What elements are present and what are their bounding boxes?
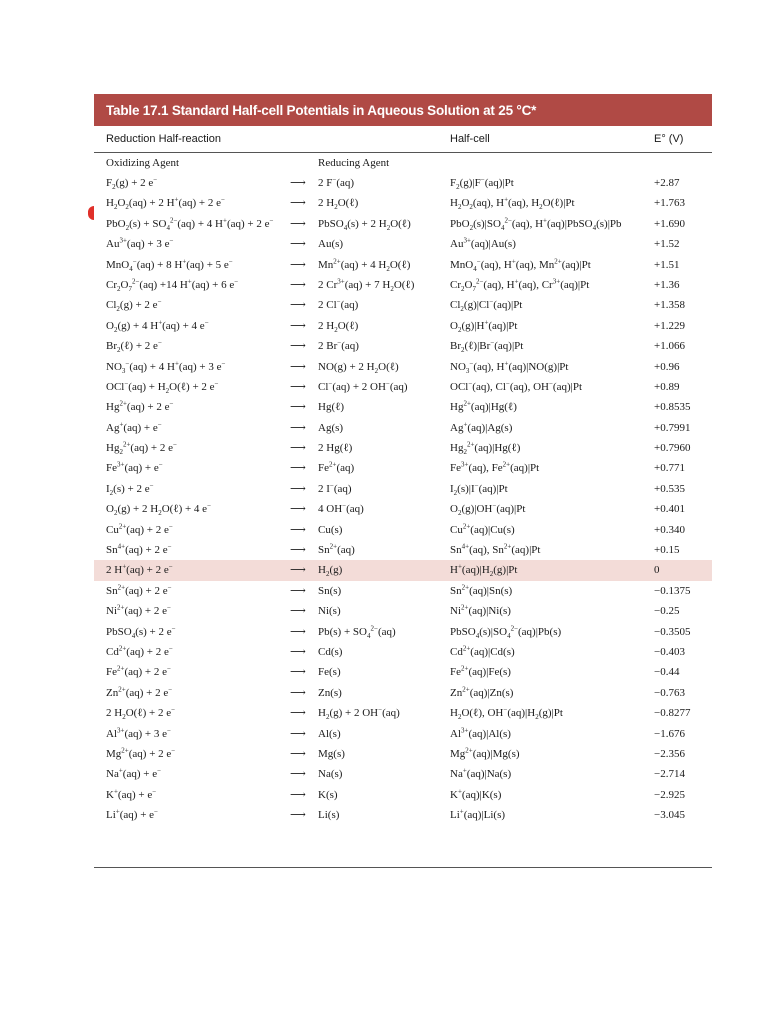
arrow-icon: ⟶: [290, 605, 306, 618]
arrow-icon: ⟶: [290, 197, 306, 210]
arrow-icon: ⟶: [290, 360, 306, 373]
table-row: [94, 805, 712, 825]
reducing-agent-cell: $Mn^{2+}(aq) + 4$ $H_2O(\ell)$: [318, 256, 411, 273]
reducing-agent-cell: 2 $H_2O(\ell)$: [318, 197, 359, 212]
reducing-agent-cell: 4 OH−(aq): [318, 501, 364, 516]
potential-value: −0.25: [654, 605, 680, 618]
potentials-table: [94, 94, 712, 868]
potential-value: +1.690: [654, 217, 685, 230]
arrow-icon: ⟶: [290, 768, 306, 781]
reducing-agent-cell: Hg(ℓ): [318, 401, 345, 414]
reducing-agent-cell: Au(s): [318, 238, 344, 251]
reducing-agent-cell: Al(s): [318, 727, 341, 740]
half-cell-notation: $Sn^{4+}(aq)$, $Sn^{2+}(aq)|Pt$: [450, 542, 541, 557]
arrow-icon: ⟶: [290, 686, 306, 699]
reducing-agent-cell: Fe(s): [318, 666, 341, 679]
oxidizing-agent-cell: $Cd^{2+}(aq) + 2$ e−: [106, 644, 173, 658]
table-row: [94, 438, 712, 458]
table-row: [94, 377, 712, 397]
half-cell-notation: $H^+(aq)|H_2(g)|Pt$: [450, 562, 518, 579]
potential-value: −2.356: [654, 747, 685, 760]
table-row: [94, 418, 712, 438]
subheader-reducing: Reducing Agent: [318, 157, 390, 169]
oxidizing-agent-cell: $H_2O_2(aq) + 2$ H+(aq) + 2 e−: [106, 195, 225, 212]
half-cell-notation: $Br_2(\ell)|Br^-(aq)|Pt$: [450, 338, 524, 355]
arrow-icon: ⟶: [290, 584, 306, 597]
half-cell-notation: $Ni^{2+}(aq)|Ni(s)$: [450, 603, 511, 618]
potential-value: +0.771: [654, 462, 685, 475]
oxidizing-agent-cell: $Zn^{2+}(aq) + 2$ e−: [106, 685, 173, 699]
potential-value: −3.045: [654, 809, 685, 822]
potential-value: +0.89: [654, 380, 680, 393]
oxidizing-agent-cell: PbSO$_4$(s) + 2 e−: [106, 623, 176, 640]
potential-value: +1.52: [654, 238, 680, 251]
reducing-agent-cell: 2 $Cr^{3+}(aq) + 7$ $H_2O(\ell)$: [318, 277, 415, 294]
potential-value: +1.763: [654, 197, 685, 210]
arrow-icon: ⟶: [290, 666, 306, 679]
half-cell-notation: Li+(aq)|Li(s): [450, 807, 506, 822]
reducing-agent-cell: 2 I−(aq): [318, 481, 352, 495]
table-row: [94, 785, 712, 805]
potential-value: +0.15: [654, 544, 680, 557]
arrow-icon: ⟶: [290, 523, 306, 536]
half-cell-notation: $NO_3^-(aq)$, H+(aq)|NO(g)|Pt: [450, 358, 569, 375]
header-reaction: Reduction Half-reaction: [106, 133, 221, 145]
table-row: [94, 540, 712, 560]
reducing-agent-cell: Mg(s): [318, 747, 345, 760]
reducing-agent-cell: Zn(s): [318, 686, 342, 699]
oxidizing-agent-cell: K+(aq) + e−: [106, 787, 157, 801]
potential-value: +0.8535: [654, 401, 691, 414]
reducing-agent-cell: Cl−(aq) + 2 OH−(aq): [318, 379, 408, 393]
reducing-agent-cell: $Fe^{2+}(aq)$: [318, 460, 355, 475]
arrow-icon: ⟶: [290, 442, 306, 455]
oxidizing-agent-cell: $Al^{3+}(aq) + 3$ e−: [106, 725, 171, 740]
potential-value: +0.7991: [654, 421, 691, 434]
oxidizing-agent-cell: $I_2(s) + 2$ e−: [106, 481, 154, 498]
half-cell-notation: K+(aq)|K(s): [450, 787, 502, 801]
table-row: [94, 764, 712, 784]
oxidizing-agent-cell: 2 $H_2O(\ell) + 2$ e−: [106, 705, 176, 722]
potential-value: +1.229: [654, 319, 685, 332]
reducing-agent-cell: Na(s): [318, 768, 343, 781]
half-cell-notation: OCl−(aq), Cl−(aq), OH−(aq)|Pt: [450, 379, 583, 393]
reducing-agent-cell: Ni(s): [318, 605, 341, 618]
half-cell-notation: $I_2(s)|I^-(aq)|Pt$: [450, 481, 508, 498]
potential-value: −0.8277: [654, 707, 691, 720]
oxidizing-agent-cell: $Hg^{2+}(aq) + 2$ e−: [106, 399, 174, 414]
table-row: [94, 275, 712, 295]
half-cell-notation: $Fe^{2+}(aq)|Fe(s)$: [450, 664, 511, 679]
potential-value: +1.066: [654, 340, 685, 353]
subheader-oxidizing: Oxidizing Agent: [106, 157, 180, 169]
arrow-icon: ⟶: [290, 278, 306, 291]
table-row: [94, 255, 712, 275]
table-row: [94, 234, 712, 254]
oxidizing-agent-cell: Ag+(aq) + e−: [106, 420, 162, 434]
arrow-icon: ⟶: [290, 299, 306, 312]
arrow-icon: ⟶: [290, 747, 306, 760]
potential-value: −0.1375: [654, 584, 691, 597]
arrow-icon: ⟶: [290, 727, 306, 740]
table-title: Table 17.1 Standard Half-cell Potentials in Aqueous Solution at 25 °C*: [94, 94, 712, 126]
potential-value: −0.763: [654, 686, 685, 699]
table-row: [94, 295, 712, 315]
half-cell-notation: $Fe^{3+}(aq)$, $Fe^{2+}(aq)|Pt$: [450, 460, 540, 475]
half-cell-notation: $PbSO_4(s)|SO_4^{2-}(aq)|Pb(s)$: [450, 623, 562, 640]
oxidizing-agent-cell: $O_2(g) + 4$ H+(aq) + 4 e−: [106, 318, 209, 334]
oxidizing-agent-cell: $F_2(g) + 2$ e−: [106, 175, 158, 192]
half-cell-notation: $Hg_2^{2+}(aq)|Hg(\ell)$: [450, 440, 521, 457]
arrow-icon: ⟶: [290, 421, 306, 434]
arrow-icon: ⟶: [290, 217, 306, 230]
oxidizing-agent-cell: $O_2(g) + 2$ $H_2O(\ell) + 4$ e−: [106, 501, 212, 518]
half-cell-notation: $F_2(g)|F^-(aq)|Pt$: [450, 175, 514, 192]
reducing-agent-cell: NO(g) + 2 $H_2O(\ell)$: [318, 360, 399, 375]
reducing-agent-cell: $H_2(g) + 2$ OH−(aq): [318, 705, 400, 722]
potential-value: +0.401: [654, 503, 685, 516]
potential-value: +2.87: [654, 177, 680, 189]
arrow-icon: ⟶: [290, 544, 306, 557]
potential-value: +0.340: [654, 523, 685, 536]
half-cell-notation: Ag+(aq)|Ag(s): [450, 420, 513, 434]
reducing-agent-cell: Sn(s): [318, 584, 342, 597]
table-row: [94, 173, 712, 193]
arrow-icon: ⟶: [290, 177, 306, 189]
oxidizing-agent-cell: $Au^{3+}(aq) + 3$ e−: [106, 236, 174, 251]
table-row: [94, 601, 712, 621]
oxidizing-agent-cell: $Fe^{3+}(aq) + e^-$: [106, 460, 163, 475]
half-cell-notation: Na+(aq)|Na(s): [450, 766, 512, 781]
oxidizing-agent-cell: $NO_3^-(aq) + 4$ H+(aq) + 3 e−: [106, 358, 226, 375]
potential-value: 0: [654, 564, 660, 577]
table-row: [94, 479, 712, 499]
oxidizing-agent-cell: $Fe^{2+}(aq) + 2$ e−: [106, 664, 171, 679]
arrow-icon: ⟶: [290, 625, 306, 638]
table-row: [94, 662, 712, 682]
half-cell-notation: $Zn^{2+}(aq)|Zn(s)$: [450, 685, 514, 699]
header-potential: E° (V): [654, 133, 684, 145]
arrow-icon: ⟶: [290, 401, 306, 414]
half-cell-notation: $O_2(g)|H^+(aq)|Pt$: [450, 318, 518, 334]
table-row: [94, 193, 712, 213]
table-row: [94, 316, 712, 336]
oxidizing-agent-cell: $Hg_2^{2+}(aq) + 2$ e−: [106, 440, 177, 457]
table-row: [94, 744, 712, 764]
potential-value: −0.3505: [654, 625, 691, 638]
reducing-agent-cell: 2 Cl−(aq): [318, 297, 359, 312]
half-cell-notation: $H_2O(\ell)$, $OH^-(aq)|H_2(g)|Pt$: [450, 705, 563, 722]
oxidizing-agent-cell: $Cu^{2+}(aq) + 2$ e−: [106, 521, 173, 536]
oxidizing-agent-cell: $OCl^-(aq) + H_2O(\ell) + 2$ e−: [106, 379, 219, 396]
oxidizing-agent-cell: $Cl_2(g) + 2$ e−: [106, 297, 162, 314]
half-cell-notation: $Sn^{2+}(aq)|Sn(s)$: [450, 583, 513, 597]
table-row: [94, 683, 712, 703]
table-body: [94, 173, 712, 826]
potential-value: −1.676: [654, 727, 685, 740]
reducing-agent-cell: $Sn^{2+}(aq)$: [318, 542, 355, 557]
reducing-agent-cell: Ag(s): [318, 421, 344, 434]
oxidizing-agent-cell: 2 H+(aq) + 2 e−: [106, 562, 173, 577]
oxidizing-agent-cell: Li+(aq) + e−: [106, 807, 158, 822]
arrow-icon: ⟶: [290, 258, 306, 271]
arrow-icon: ⟶: [290, 319, 306, 332]
reducing-agent-cell: PbSO$_4$(s) + 2 $H_2O(\ell)$: [318, 217, 411, 232]
potential-value: +0.7960: [654, 442, 691, 455]
potential-value: +0.96: [654, 360, 680, 373]
arrow-icon: ⟶: [290, 809, 306, 822]
arrow-icon: ⟶: [290, 564, 306, 577]
potential-value: +1.358: [654, 299, 685, 312]
reducing-agent-cell: $Pb(s) + SO_4^{2-}(aq)$: [318, 623, 396, 640]
potential-value: −2.714: [654, 768, 685, 781]
arrow-icon: ⟶: [290, 788, 306, 801]
half-cell-notation: $Cd^{2+}(aq)|Cd(s)$: [450, 644, 515, 658]
oxidizing-agent-cell: $Sn^{2+}(aq) + 2$ e−: [106, 583, 172, 597]
table-row: [94, 703, 712, 723]
half-cell-notation: $Cu^{2+}(aq)|Cu(s)$: [450, 521, 515, 536]
reducing-agent-cell: 2 $H_2O(\ell)$: [318, 319, 359, 334]
arrow-icon: ⟶: [290, 380, 306, 393]
column-headers: [94, 126, 712, 153]
half-cell-notation: $Cr_2O_7^{2-}(aq)$, H+(aq), $Cr^{3+}(aq)|Pt$: [450, 277, 590, 294]
table-row: [94, 724, 712, 744]
half-cell-notation: $Cl_2(g)|Cl^-(aq)|Pt$: [450, 297, 523, 314]
potential-value: +1.51: [654, 258, 680, 271]
arrow-icon: ⟶: [290, 482, 306, 495]
oxidizing-agent-cell: $Mg^{2+}(aq) + 2$ e−: [106, 746, 176, 760]
half-cell-notation: $Al^{3+}(aq)|Al(s)$: [450, 725, 511, 740]
table-row: [94, 520, 712, 540]
table-row: [94, 336, 712, 356]
table-row: [94, 397, 712, 417]
oxidizing-agent-cell: $PbO_2(s) + SO_4^{2-}(aq) + 4$ H+(aq) + 2 e−: [106, 216, 274, 232]
table-row: [94, 458, 712, 478]
half-cell-notation: $H_2O_2(aq)$, H+(aq), $H_2O(\ell)|Pt$: [450, 195, 575, 212]
reducing-agent-cell: 2 F−(aq): [318, 175, 355, 189]
table-row: [94, 581, 712, 601]
half-cell-notation: $O_2(g)|OH^-(aq)|Pt$: [450, 501, 526, 518]
half-cell-notation: $PbO_2(s)|SO_4^{2-}(aq)$, H+(aq)|PbSO$_4$(s)|Pb: [450, 216, 622, 232]
header-half-cell: Half-cell: [450, 133, 490, 145]
table-row: [94, 214, 712, 234]
sub-headers: [94, 153, 712, 173]
potential-value: −2.925: [654, 788, 685, 801]
table-row: [94, 357, 712, 377]
reducing-agent-cell: 2 Hg(ℓ): [318, 442, 353, 455]
arrow-icon: ⟶: [290, 238, 306, 251]
reducing-agent-cell: Cd(s): [318, 645, 343, 658]
arrow-icon: ⟶: [290, 462, 306, 475]
potential-value: −0.403: [654, 645, 685, 658]
table-row: [94, 499, 712, 519]
potential-value: +0.535: [654, 482, 685, 495]
oxidizing-agent-cell: MnO$_4$−(aq) + 8 H+(aq) + 5 e−: [106, 256, 233, 273]
reducing-agent-cell: K(s): [318, 788, 338, 801]
arrow-icon: ⟶: [290, 503, 306, 516]
potential-value: −0.44: [654, 666, 680, 679]
oxidizing-agent-cell: $Ni^{2+}(aq) + 2$ e−: [106, 603, 171, 618]
oxidizing-agent-cell: $Br_2(\ell) + 2$ e−: [106, 338, 162, 355]
half-cell-notation: MnO$_4$−(aq), H+(aq), $Mn^{2+}(aq)|Pt$: [450, 256, 591, 273]
reducing-agent-cell: $H_2(g)$: [318, 564, 343, 579]
reducing-agent-cell: Cu(s): [318, 523, 343, 536]
half-cell-notation: $Au^{3+}(aq)|Au(s)$: [450, 236, 516, 251]
potential-value: +1.36: [654, 278, 680, 291]
oxidizing-agent-cell: $Sn^{4+}(aq) + 2$ e−: [106, 542, 172, 557]
table-row: [94, 560, 712, 580]
arrow-icon: ⟶: [290, 707, 306, 720]
half-cell-notation: $Mg^{2+}(aq)|Mg(s)$: [450, 746, 520, 760]
reducing-agent-cell: Li(s): [318, 809, 340, 822]
arrow-icon: ⟶: [290, 340, 306, 353]
reducing-agent-cell: 2 Br−(aq): [318, 338, 359, 353]
oxidizing-agent-cell: $Cr_2O_7^{2-}(aq) +14$ H+(aq) + 6 e−: [106, 277, 239, 294]
arrow-icon: ⟶: [290, 645, 306, 658]
oxidizing-agent-cell: Na+(aq) + e−: [106, 766, 162, 781]
table-row: [94, 642, 712, 662]
bottom-rule: [94, 867, 712, 868]
half-cell-notation: $Hg^{2+}(aq)|Hg(\ell)$: [450, 399, 517, 414]
table-row: [94, 622, 712, 642]
